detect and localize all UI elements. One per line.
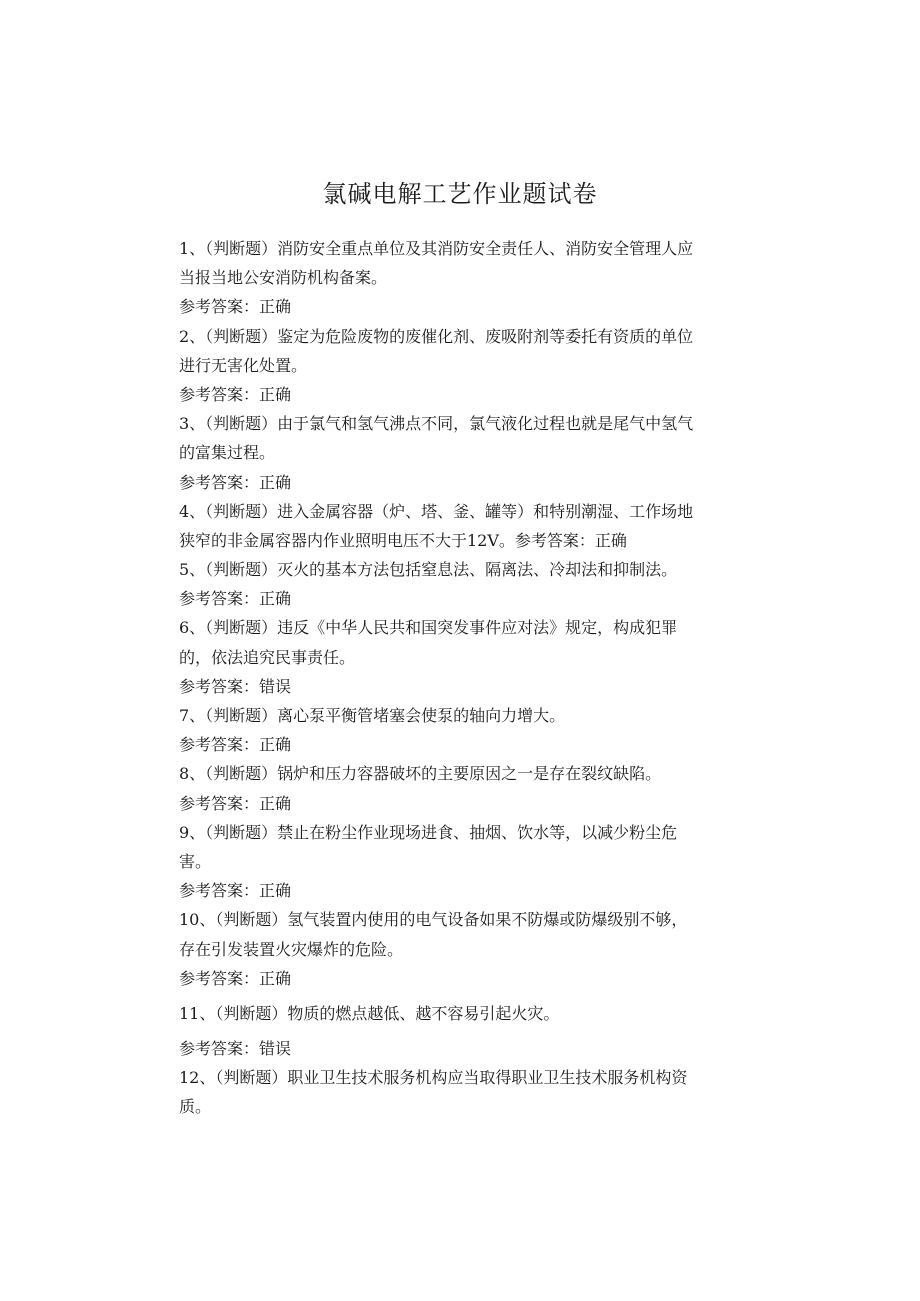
question-4-line-1: 4、（判断题）进入金属容器（炉、塔、釜、罐等）和特别潮湿、工作场地 <box>179 501 694 521</box>
answer-3: 参考答案：正确 <box>179 472 292 492</box>
question-1-line-1: 1、（判断题）消防安全重点单位及其消防安全责任人、消防安全管理人应 <box>179 239 694 258</box>
question-6-line-2: 的，依法追究民事责任。 <box>179 647 356 667</box>
question-6-line-1: 6、（判断题）违反《中华人民共和国突发事件应对法》规定，构成犯罪 <box>179 618 678 638</box>
question-10-line-1: 10、（判断题）氢气装置内使用的电气设备如果不防爆或防爆级别不够， <box>179 910 688 930</box>
answer-1: 参考答案：正确 <box>179 297 292 317</box>
question-12-line-2: 质。 <box>179 1097 212 1117</box>
question-3-line-1: 3、（判断题）由于氯气和氢气沸点不同，氯气液化过程也就是尾气中氢气 <box>179 414 694 434</box>
document-body <box>179 234 739 1122</box>
answer-11: 参考答案：错误 <box>179 1039 292 1059</box>
question-8: 8、（判断题）锅炉和压力容器破坏的主要原因之一是存在裂纹缺陷。 <box>179 764 662 784</box>
question-11: 11、（判断题）物质的燃点越低、越不容易引起火灾。 <box>179 1003 560 1023</box>
question-10-line-2: 存在引发装置火灾爆炸的危险。 <box>179 939 404 959</box>
question-9-line-2: 害。 <box>179 851 212 871</box>
answer-2: 参考答案：正确 <box>179 384 292 404</box>
answer-5: 参考答案：正确 <box>179 589 292 609</box>
question-7: 7、（判断题）离心泵平衡管堵塞会使泵的轴向力增大。 <box>179 706 566 725</box>
question-2-line-1: 2、（判断题）鉴定为危险废物的废催化剂、废吸附剂等委托有资质的单位 <box>179 326 694 346</box>
question-1-line-2: 当报当地公安消防机构备案。 <box>179 268 388 288</box>
answer-10: 参考答案：正确 <box>179 968 292 988</box>
question-12-line-1: 12、（判断题）职业卫生技术服务机构应当取得职业卫生技术服务机构资 <box>179 1068 688 1088</box>
question-4-line-2: 狭窄的非金属容器内作业照明电压不大于12V。参考答案：正确 <box>179 530 627 550</box>
answer-8: 参考答案：正确 <box>179 793 292 813</box>
question-9-line-1: 9、（判断题）禁止在粉尘作业现场进食、抽烟、饮水等，以减少粉尘危 <box>179 822 678 842</box>
answer-6: 参考答案：错误 <box>179 676 292 696</box>
answer-7: 参考答案：正确 <box>179 735 292 755</box>
document-title: 氯碱电解工艺作业题试卷 <box>322 180 598 208</box>
question-5: 5、（判断题）灭火的基本方法包括窒息法、隔离法、冷却法和抑制法。 <box>179 560 678 580</box>
answer-9: 参考答案：正确 <box>179 881 292 901</box>
question-2-line-2: 进行无害化处置。 <box>179 355 308 375</box>
question-3-line-2: 的富集过程。 <box>179 443 276 463</box>
